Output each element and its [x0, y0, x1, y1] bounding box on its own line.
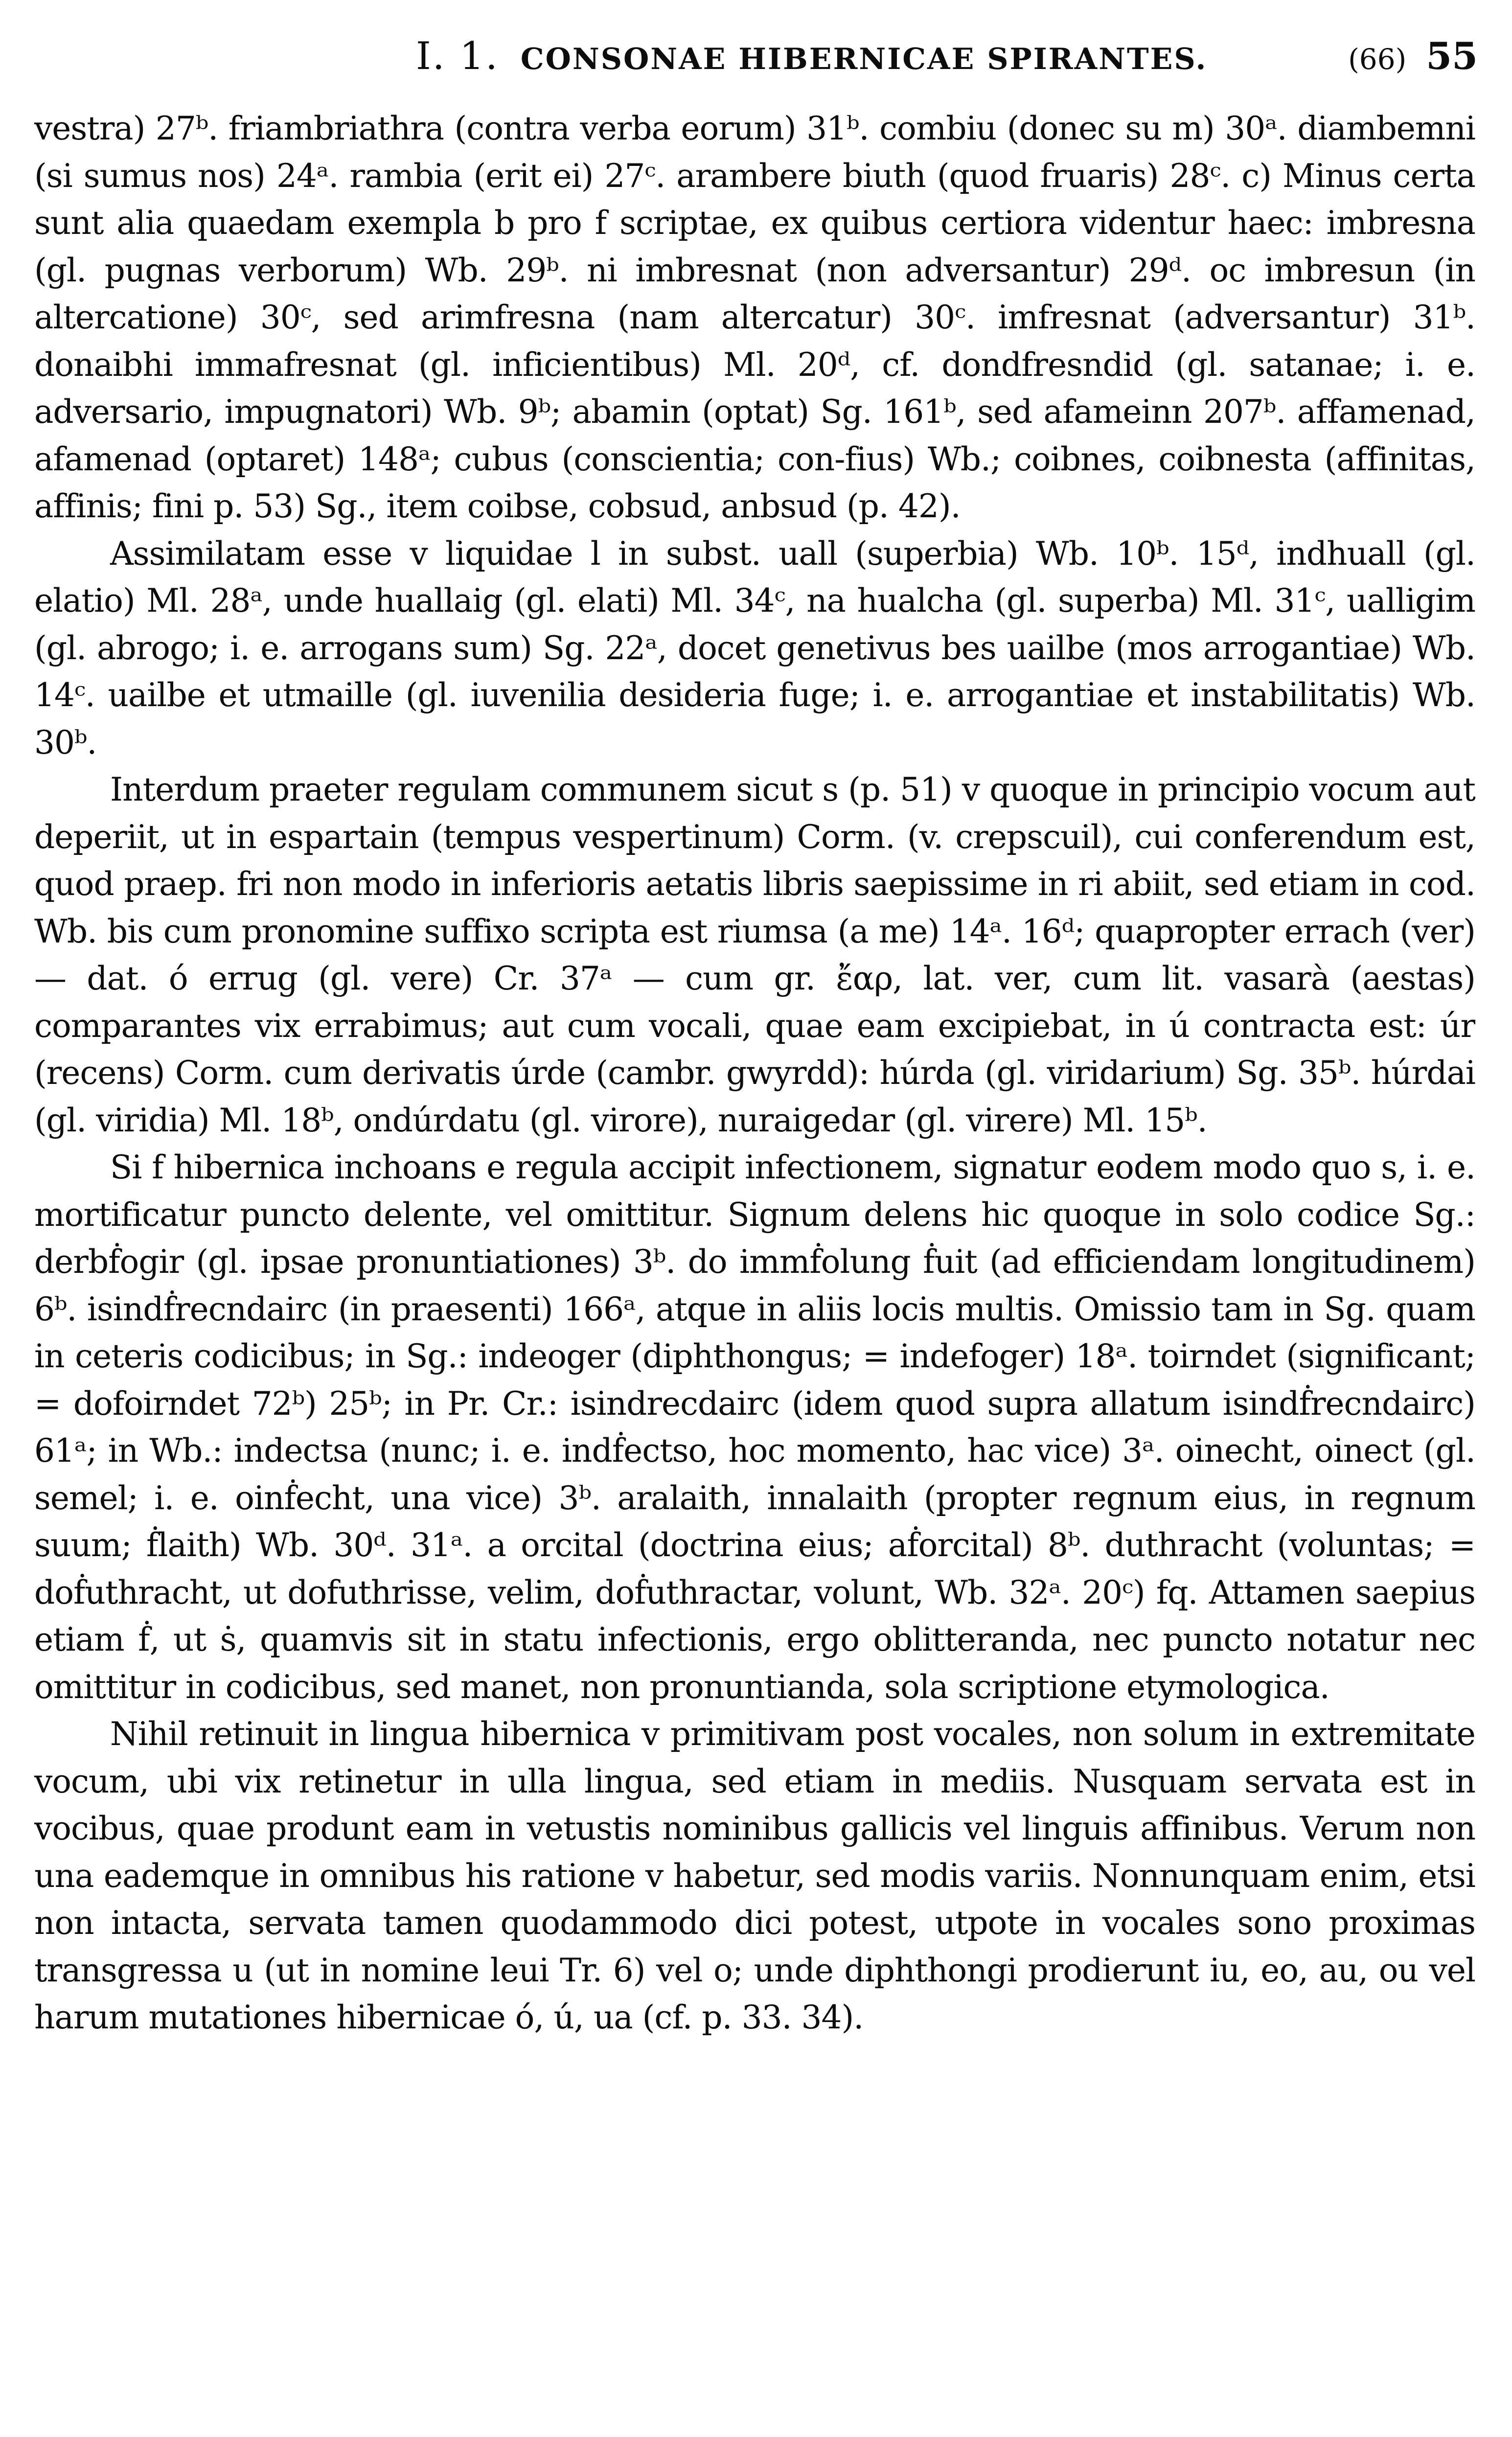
- page-number: 55: [1426, 34, 1478, 78]
- running-title: [416, 34, 1207, 78]
- paragraph-nihil-retinuit: Nihil retinuit in lingua hibernica v primitivam post vocales, non solum in extremitate vocum, ubi vix retinetur in ulla lingua, sed etiam in mediis. Nusquam servata est in vocibus, quae produnt eam in vetustis nominibus gallicis vel linguis affinibus. Verum non una eademque in omnibus his ratione v habetur, sed modis variis. Nonnunquam enim, etsi non intacta, servata tamen quodammodo dici potest, utpote in vocales sono proximas transgressa u (ut in nomine leui Tr. 6) vel o; unde diphthongi prodierunt iu, eo, au, ou vel harum mutationes hibernicae ó, ú, ua (cf. p. 33. 34).: [34, 1715, 1475, 2036]
- paragraph-infection: Si f hibernica inchoans e regula accipit infectionem, signatur eodem modo quo s, i. e. mortificatur puncto delente, vel omittitur. Signum delens hic quoque in solo codice Sg.: derbḟogir (gl. ipsae pronuntiationes) 3ᵇ. do immḟolung ḟuit (ad efficiendam longitudinem) 6ᵇ. isindḟrecndairc (in praesenti) 166ᵃ, atque in aliis locis multis. Omissio tam in Sg. quam in ceteris codicibus; in Sg.: indeoger (diphthongus; = indefoger) 18ᵃ. toirndet (significant; = dofoirndet 72ᵇ) 25ᵇ; in Pr. Cr.: isindrecdairc (idem quod supra allatum isindḟrecndairc) 61ᵃ; in Wb.: indectsa (nunc; i. e. indḟectso, hoc momento, hac vice) 3ᵃ. oinecht, oinect (gl. semel; i. e. oinḟecht, una vice) 3ᵇ. aralaith, innalaith (propter regnum eius, in regnum suum; ḟlaith) Wb. 30ᵈ. 31ᵃ. a orcital (doctrina eius; aḟorcital) 8ᵇ. duthracht (voluntas; = doḟuthracht, ut dofuthrisse, velim, doḟuthractar, volunt, Wb. 32ᵃ. 20ᶜ) fq. Attamen saepius etiam ḟ, ut ṡ, quamvis sit in statu infectionis, ergo oblitteranda, nec puncto notatur nec omittitur in codicibus, sed manet, non pronuntianda, sola scriptione etymologica.: [34, 1149, 1475, 1706]
- paragraph-continued: vestra) 27ᵇ. friambriathra (contra verba eorum) 31ᵇ. combiu (donec su m) 30ᵃ. diambemni (si sumus nos) 24ᵃ. rambia (erit ei) 27ᶜ. arambere biuth (quod fruaris) 28ᶜ. c) Minus certa sunt alia quaedam exempla b pro f scriptae, ex quibus certiora videntur haec: imbresna (gl. pugnas verborum) Wb. 29ᵇ. ni imbresnat (non adversantur) 29ᵈ. oc imbresun (in altercatione) 30ᶜ, sed arimfresna (nam altercatur) 30ᶜ. imfresnat (adversantur) 31ᵇ. donaibhi immafresnat (gl. inficientibus) Ml. 20ᵈ, cf. dondfresndid (gl. satanae; i. e. adversario, impugnatori) Wb. 9ᵇ; abamin (optat) Sg. 161ᵇ, sed afameinn 207ᵇ. affamenad, afamenad (optaret) 148ᵃ; cubus (conscientia; con-fius) Wb.; coibnes, coibnesta (affinitas, affinis; fini p. 53) Sg., item coibse, cobsud, anbsud (p. 42).: [34, 110, 1475, 525]
- body-text: [34, 105, 1475, 2405]
- section-number: I. 1.: [416, 34, 499, 78]
- page-numbers: [1348, 34, 1478, 78]
- original-page-number: (66): [1348, 43, 1407, 76]
- chapter-title: CONSONAE HIBERNICAE SPIRANTES.: [520, 42, 1208, 76]
- paragraph-interdum: Interdum praeter regulam communem sicut s (p. 51) v quoque in principio vocum aut deperiit, ut in espartain (tempus vespertinum) Corm. (v. crepscuil), cui conferendum est, quod praep. fri non modo in inferioris aetatis libris saepissime in ri abiit, sed etiam in cod. Wb. bis cum pronomine suffixo scripta est riumsa (a me) 14ᵃ. 16ᵈ; quapropter errach (ver) — dat. ó errug (gl. vere) Cr. 37ᵃ — cum gr. ἔαρ, lat. ver, cum lit. vasarà (aestas) comparantes vix errabimus; aut cum vocali, quae eam excipiebat, in ú contracta est: úr (recens) Corm. cum derivatis úrde (cambr. gwyrdd): húrda (gl. viridarium) Sg. 35ᵇ. húrdai (gl. viridia) Ml. 18ᵇ, ondúrdatu (gl. virore), nuraigedar (gl. virere) Ml. 15ᵇ.: [34, 771, 1475, 1139]
- running-header: [34, 34, 1478, 88]
- paragraph-assimilation: Assimilatam esse v liquidae l in subst. uall (superbia) Wb. 10ᵇ. 15ᵈ, indhuall (gl. elatio) Ml. 28ᵃ, unde huallaig (gl. elati) Ml. 34ᶜ, na hualcha (gl. superba) Ml. 31ᶜ, ualligim (gl. abrogo; i. e. arrogans sum) Sg. 22ᵃ, docet genetivus bes uailbe (mos arrogantiae) Wb. 14ᶜ. uailbe et utmaille (gl. iuvenilia desideria fuge; i. e. arrogantiae et instabilitatis) Wb. 30ᵇ.: [34, 534, 1475, 761]
